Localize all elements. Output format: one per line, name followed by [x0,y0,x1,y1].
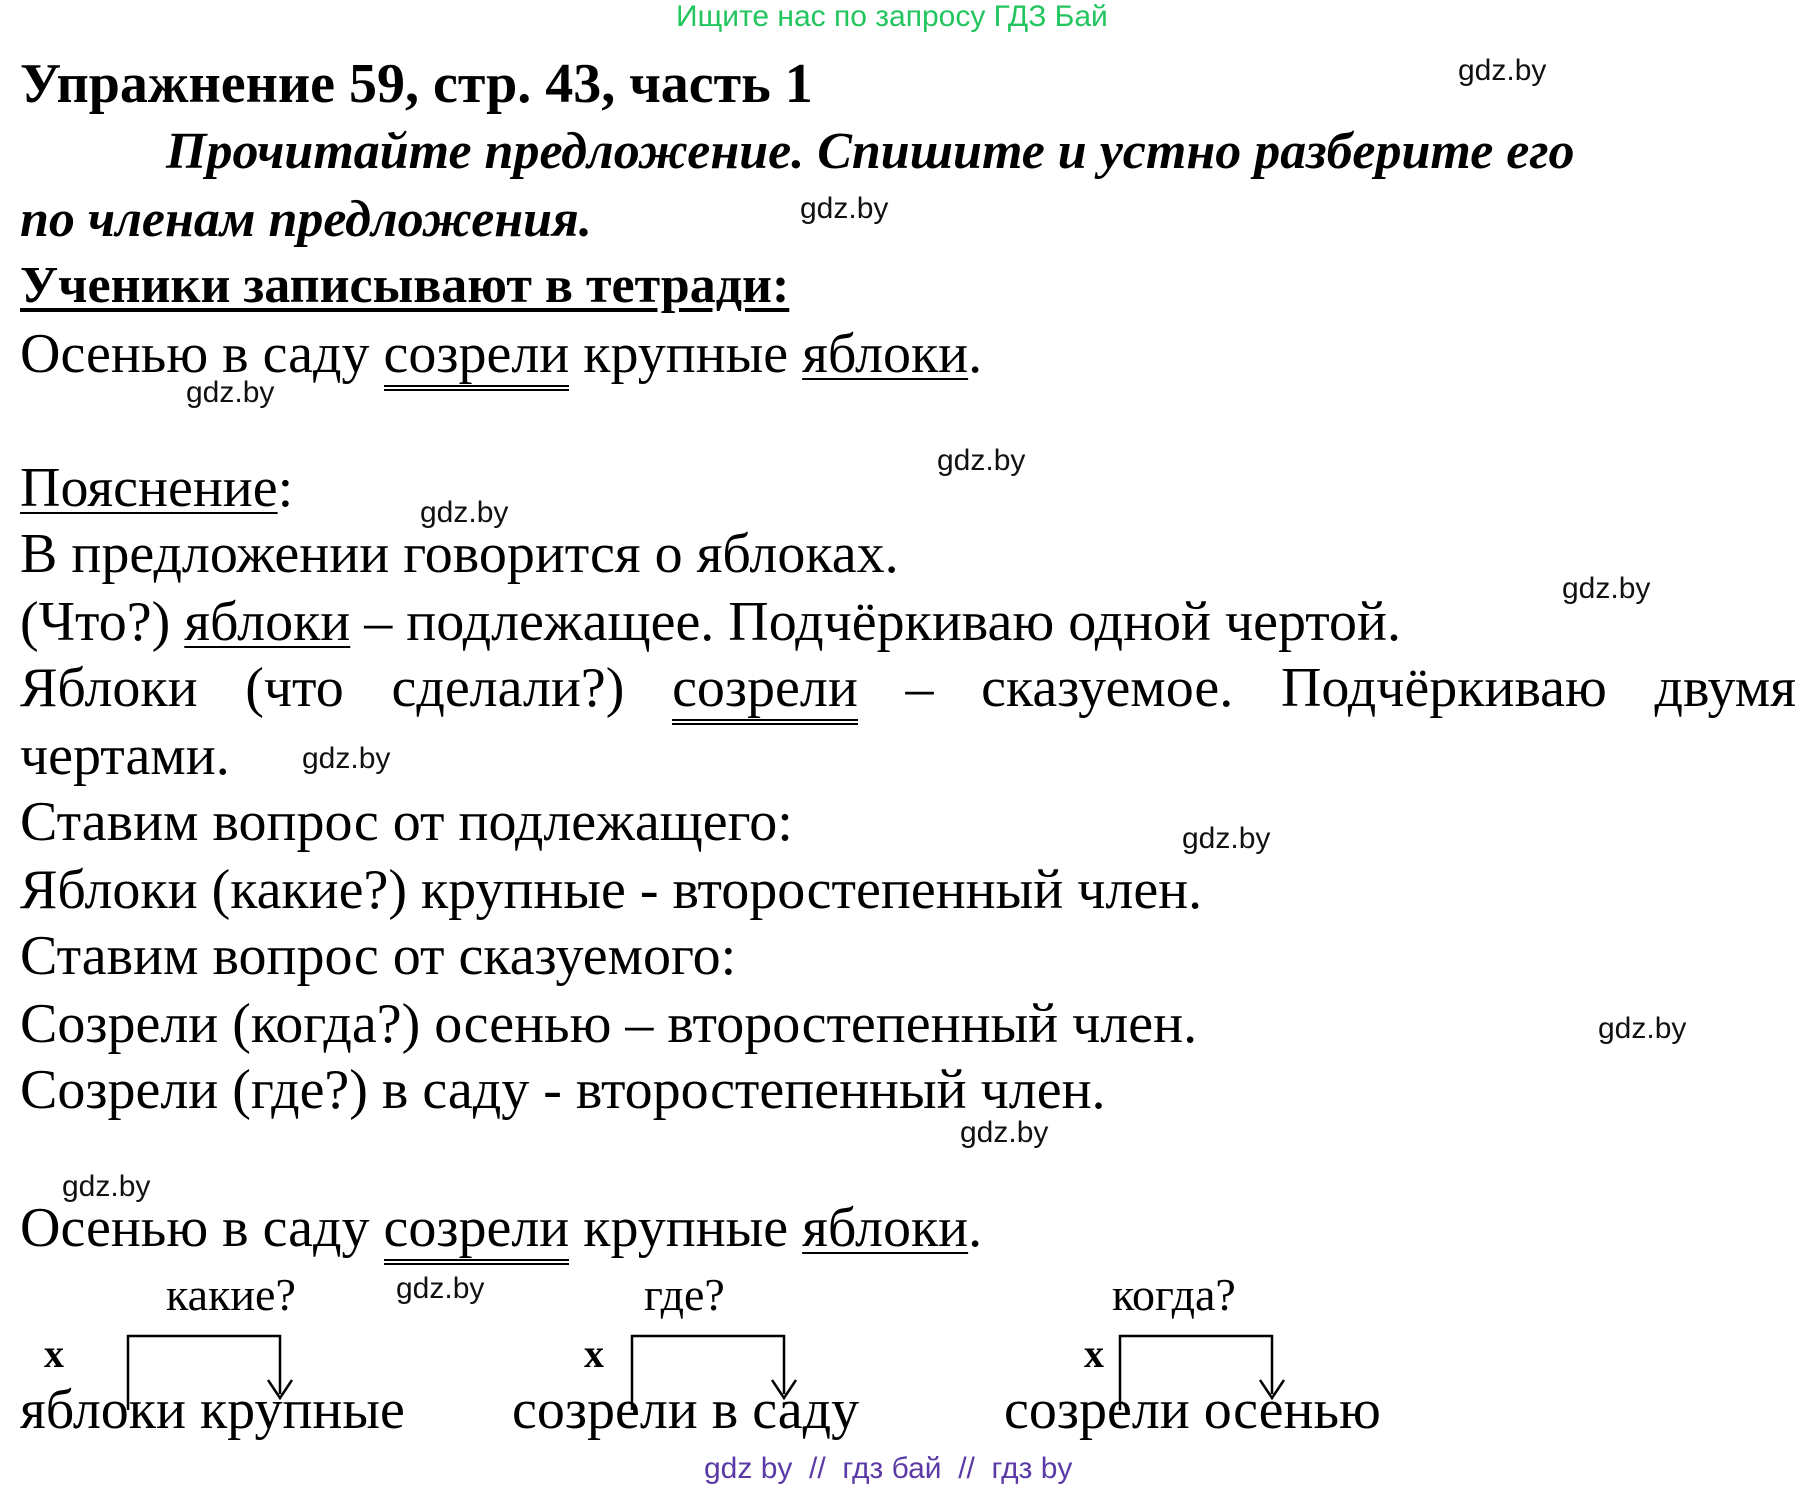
subject-word: яблоки [184,591,351,653]
page-title: Упражнение 59, стр. 43, часть 1 [20,53,813,115]
explanation-line-5: Ставим вопрос от подлежащего: [20,791,793,853]
watermark: gdz.by [62,1170,151,1203]
head-word-mark: x [1084,1331,1104,1376]
phrase-question: какие? [166,1269,296,1320]
predicate-word: созрели [672,657,858,725]
watermark: gdz.by [1562,572,1651,605]
question-what-did: Яблоки (что сделали?) [20,657,673,719]
watermark: gdz.by [186,376,275,409]
sentence-repeat [20,1197,983,1259]
predicate-word: созрели [384,1197,570,1265]
watermark: gdz.by [420,496,509,529]
phrase-text: яблоки крупные [20,1379,405,1441]
question-what: (Что?) [20,591,185,653]
subject-word: яблоки [802,323,969,385]
site-banner[interactable]: Ищите нас по запросу ГДЗ Бай [676,0,1108,33]
explanation-line-3 [20,657,1797,719]
watermark: gdz.by [937,444,1026,477]
explanation-line-6: Яблоки (какие?) крупные - второстепенный член. [20,859,1203,921]
watermark: gdz.by [960,1116,1049,1149]
watermark: gdz.by [1182,822,1271,855]
students-heading: Ученики записывают в тетради: [20,257,790,314]
sentence-end: . [968,1197,983,1259]
explanation-line-9: Созрели (где?) в саду - второстепенный член. [20,1059,1106,1121]
sentence-start: Осенью в саду [20,1197,384,1259]
phrase-text: созрели в саду [512,1379,860,1441]
explanation-line-2 [20,591,1402,653]
watermark: gdz.by [1458,54,1547,87]
explanation-line-4: чертами. [20,725,230,787]
explanation-line-7: Ставим вопрос от сказуемого: [20,925,737,987]
task-line-2: по членам предложения. [20,191,592,248]
predicate-explanation: – сказуемое. Подчёркиваю двумя [857,657,1797,719]
sentence [20,323,983,385]
predicate-word: созрели [384,323,570,391]
phrase-text: созрели осенью [1004,1379,1381,1441]
explanation-heading [20,457,294,519]
sentence-middle: крупные [569,1197,803,1259]
task-line-1: Прочитайте предложение. Спишите и устно разберите его [166,123,1575,180]
footer-links[interactable]: gdz by // гдз бай // гдз by [704,1452,1073,1485]
subject-explanation: – подлежащее. Подчёркиваю одной чертой. [350,591,1402,653]
phrase-question: где? [644,1269,725,1320]
explanation-line-8: Созрели (когда?) осенью – второстепенный член. [20,993,1198,1055]
head-word-mark: x [584,1331,604,1376]
sentence-end: . [968,323,983,385]
subject-word: яблоки [802,1197,969,1259]
watermark: gdz.by [800,192,889,225]
watermark: gdz.by [1598,1012,1687,1045]
phrase-question: когда? [1112,1269,1236,1320]
head-word-mark: x [44,1331,64,1376]
explanation-line-1: В предложении говорится о яблоках. [20,523,899,585]
explanation-colon: : [277,457,294,519]
explanation-label: Пояснение [20,457,278,519]
sentence-start: Осенью в саду [20,323,384,385]
watermark: gdz.by [302,742,391,775]
sentence-middle: крупные [569,323,803,385]
watermark: gdz.by [396,1272,485,1305]
